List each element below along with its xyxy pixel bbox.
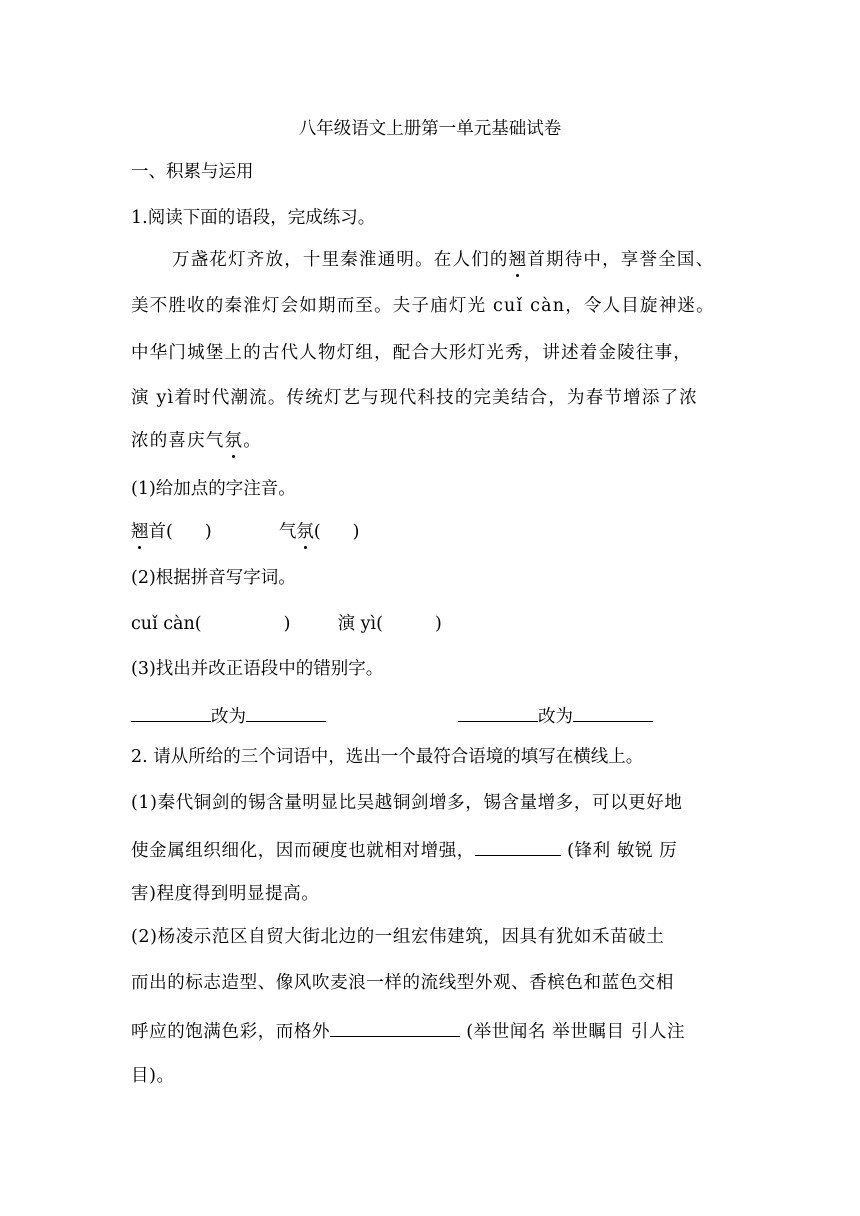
question-2-stem: 2. 请从所给的三个词语中，选出一个最符合语境的填写在横线上。 <box>131 747 644 767</box>
passage-line-1: 万盏花灯齐放，十里秦淮通明。在人们的翘首期待中，享誉全国、 <box>172 250 715 270</box>
sub-question-1: (1)给加点的字注音。 <box>131 479 296 499</box>
passage-line-4: 演 yì着时代潮流。传统灯艺与现代科技的完美结合，为春节增添了浓 <box>131 388 698 408</box>
text-line: 呼应的饱满色彩，而格外 (举世闻名 举世瞩目 引人注 <box>131 1018 685 1044</box>
write-words-row: cuǐ càn( ) 演 yì( ) <box>131 614 442 634</box>
passage-line-2: 美不胜收的秦淮灯会如期而至。夫子庙灯光 cuǐ càn，令人目旋神迷。 <box>131 296 715 316</box>
page-title: 八年级语文上册第一单元基础试卷 <box>298 119 562 139</box>
text-line: 害)程度得到明显提高。 <box>131 884 320 904</box>
fill-blank[interactable] <box>573 703 653 722</box>
dotted-char: 翘 <box>508 250 528 270</box>
dotted-char: 翘 <box>131 522 149 542</box>
fill-blank[interactable] <box>475 837 561 856</box>
sub-question-2: (2)根据拼音写字词。 <box>131 568 296 588</box>
fill-blank[interactable] <box>246 703 326 722</box>
text-line: 目)。 <box>131 1066 175 1086</box>
text-line: 而出的标志造型、像风吹麦浪一样的流线型外观、香槟色和蓝色交相 <box>131 973 674 993</box>
correction-row-2: 改为 <box>458 703 653 729</box>
fill-blank[interactable] <box>131 703 211 722</box>
text-line: 使金属组织细化，因而硬度也就相对增强， (锋利 敏锐 厉 <box>131 837 677 863</box>
text-line: (2)杨凌示范区自贸大街北边的一组宏伟建筑，因具有犹如禾苗破土 <box>131 927 665 947</box>
passage-line-5: 浓的喜庆气氛。 <box>131 431 262 451</box>
question-1-stem: 1.阅读下面的语段，完成练习。 <box>131 208 376 228</box>
fill-blank[interactable] <box>330 1018 460 1037</box>
correction-row-1: 改为 <box>131 703 326 729</box>
sub-question-3: (3)找出并改正语段中的错别字。 <box>131 659 384 679</box>
dotted-char: 氛 <box>296 522 314 542</box>
passage-line-3: 中华门城堡上的古代人物灯组，配合大形灯光秀，讲述着金陵往事， <box>131 343 692 363</box>
dotted-char: 氛 <box>224 431 244 451</box>
fill-blank[interactable] <box>458 703 538 722</box>
pinyin-answer-row: 翘首( ) 气氛( ) <box>131 522 360 542</box>
section-heading: 一、积累与运用 <box>131 162 254 182</box>
text-line: (1)秦代铜剑的锡含量明显比吴越铜剑增多，锡含量增多，可以更好地 <box>131 793 683 813</box>
